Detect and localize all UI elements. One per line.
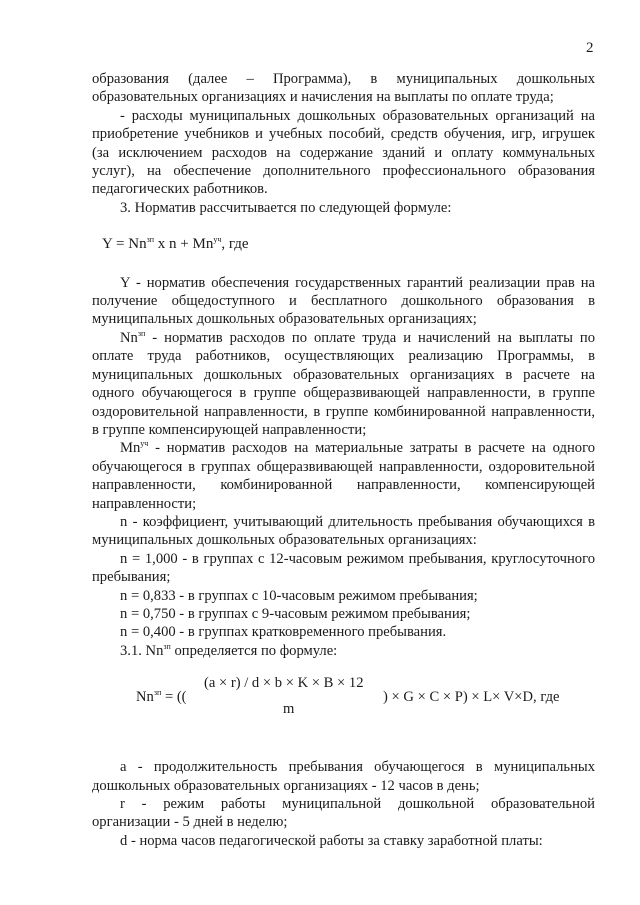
definition-r: r - режим работы муниципальной дошкольной образовательной организации - 5 дней в неделю; bbox=[92, 796, 595, 831]
definition-n-0833: n = 0,833 - в группах с 10-часовым режимом пребывания; bbox=[120, 587, 478, 604]
formula-nn bbox=[92, 674, 595, 734]
formula-y: $Y = Nn^{зп}$ х $n + Mn^{уч}$, где bbox=[102, 235, 249, 253]
paragraph: - расходы муниципальных дошкольных образовательных организаций на приобретение учебников и учебных пособий, средств обучения, игр, игрушек (за исключением расходов на содержание зданий и оплату коммунальных услуг), на обеспечение дополнительного профессионального образования педагогических работников. bbox=[92, 107, 595, 198]
definition-y: Y - норматив обеспечения государственных гарантий реализации прав на получение общедоступного и бесплатного дошкольного образования в муниципальных дошкольных образовательных организациях; bbox=[92, 274, 595, 328]
formula-nn-denominator: m bbox=[283, 701, 295, 718]
definition-a: a - продолжительность пребывания обучающегося в муниципальных дошкольных образовательных организациях - 12 часов в день; bbox=[92, 759, 595, 794]
definition-nn: $Nn^{зп}$ - норматив расходов по оплате труда и начислений на выплаты по оплате труда работников, осуществляющих реализацию Программы, в муниципальных дошкольных образовательных организациях в расчете на одного обучающегося в группе общеразвивающей направленности, в группе оздоровительной направленности, в группе комбинированной направленности, в группе компенсирующей направленности; bbox=[92, 328, 595, 438]
formula-nn-rhs: ) × G × C × P) × L× V×D, где bbox=[383, 689, 560, 706]
section-3-1: 3.1. $Nn^{зп}$ определяется по формуле: bbox=[120, 641, 338, 659]
definition-mn: $Mn^{уч}$ - норматив расходов на материальные затраты в расчете на одного обучающегося в группах общеразвивающей направленности, оздоровительной направленности, комбинированной направленности, компенсирующей направленности; bbox=[92, 439, 595, 512]
definition-n: n - коэффициент, учитывающий длительность пребывания обучающихся в муниципальных дошкольных образовательных организациях: bbox=[92, 513, 595, 549]
definition-n-1000: n = 1,000 - в группах с 12-часовым режимом пребывания, круглосуточного пребывания; bbox=[92, 550, 595, 586]
formula-nn-lhs: $Nn^{зп}$ = (( bbox=[136, 688, 187, 706]
document-body bbox=[92, 70, 595, 850]
formula-nn-numerator: (a × r) / d × b × K × B × 12 bbox=[204, 675, 364, 692]
definition-n-0400: n = 0,400 - в группах кратковременного пребывания. bbox=[120, 624, 447, 641]
page-number: 2 bbox=[586, 40, 594, 56]
paragraph: образования (далее – Программа), в муниципальных дошкольных образовательных организациях и начисления на выплаты по оплате труда; bbox=[92, 71, 595, 106]
definition-d: d - норма часов педагогической работы за ставку заработной платы: bbox=[120, 832, 543, 849]
definition-n-0750: n = 0,750 - в группах с 9-часовым режимом пребывания; bbox=[120, 605, 471, 622]
paragraph-heading-3: 3. Норматив рассчитывается по следующей формуле: bbox=[120, 199, 452, 216]
